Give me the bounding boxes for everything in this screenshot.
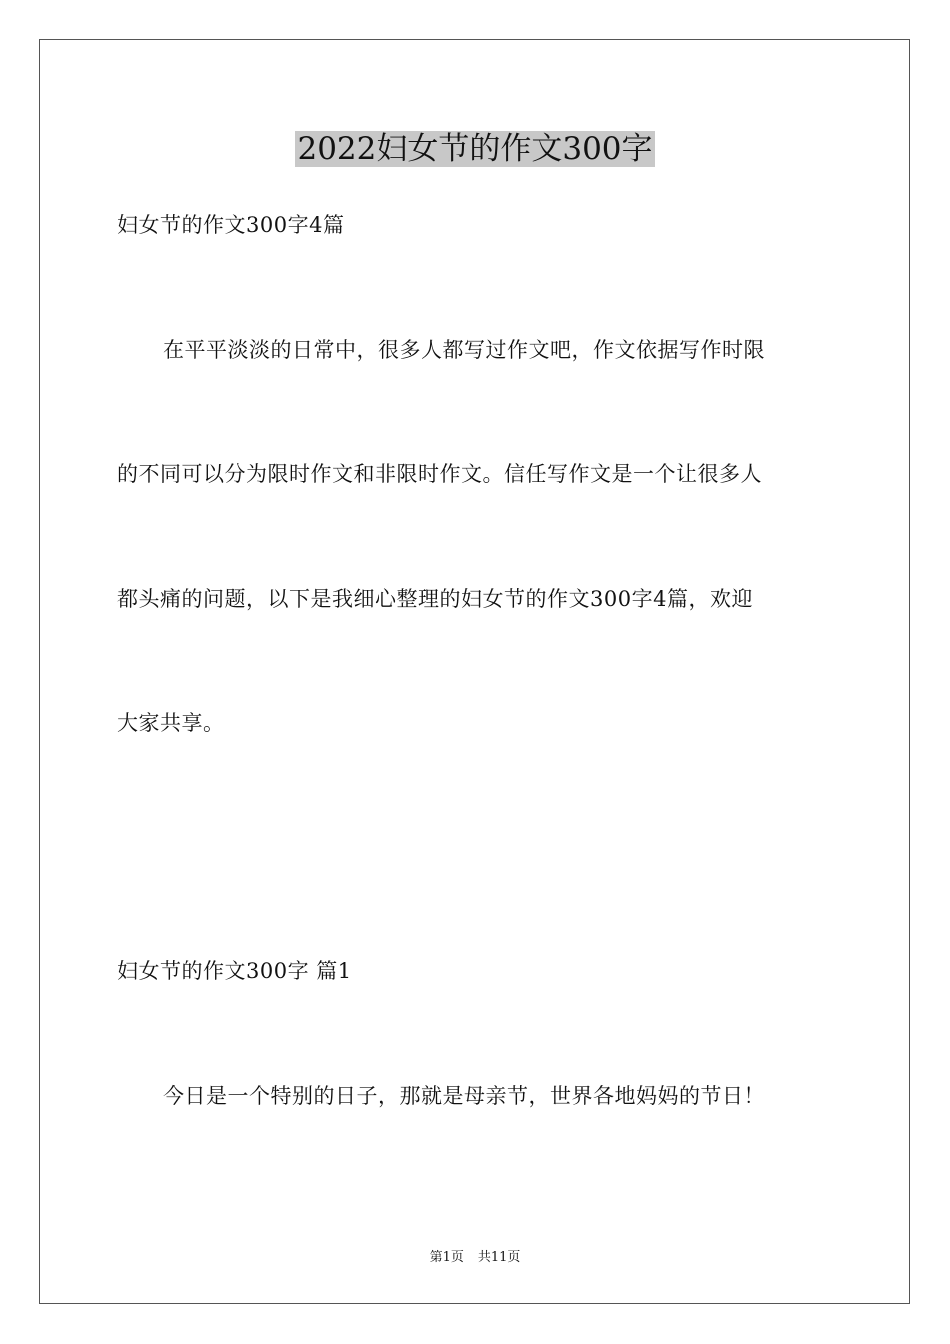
page-total: 共11页 [477, 1250, 521, 1265]
paragraph-line: 在平平淡淡的日常中，很多人都写过作文吧，作文依据写作时限 [163, 338, 765, 362]
document-title [0, 128, 950, 170]
page-footer [0, 1249, 950, 1267]
document-subtitle: 妇女节的作文300字4篇 [117, 213, 345, 237]
section-heading: 妇女节的作文300字 篇1 [117, 959, 352, 983]
title-text: 2022妇女节的作文300字 [297, 131, 653, 167]
paragraph-line: 都头痛的问题，以下是我细心整理的妇女节的作文300字4篇，欢迎 [117, 587, 753, 611]
paragraph-line: 的不同可以分为限时作文和非限时作文。信任写作文是一个让很多人 [117, 462, 762, 486]
page-number: 第1页 [429, 1250, 464, 1265]
paragraph-line: 今日是一个特别的日子，那就是母亲节，世界各地妈妈的节日！ [163, 1084, 765, 1108]
paragraph-line: 大家共享。 [117, 711, 225, 735]
